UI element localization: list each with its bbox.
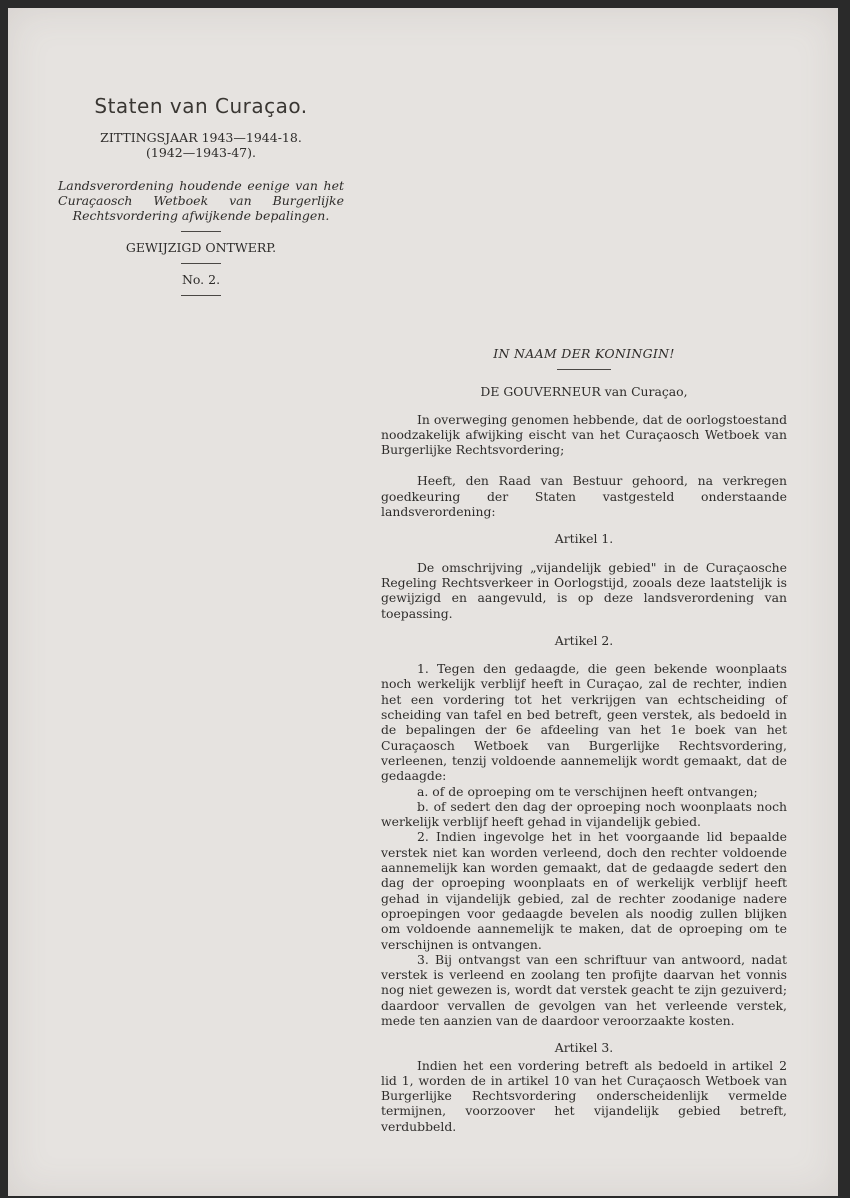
divider (557, 369, 611, 370)
article-2-title: Artikel 2. (554, 632, 614, 648)
article-1-title: Artikel 1. (554, 531, 614, 547)
divider (181, 231, 221, 232)
article-2-paragraph-1: 1. Tegen den gedaagde, die geen bekende woonplaats noch werkelijk verblijf heeft in Curaçao, zal de rechter, indien het een vordering tot het verkrijgen van echtscheiding of scheiding van tafel en bed betreft, geen verstek, als bedoeld in de bepalingen der 6e afdeeling van het 1e boek van het Curaçaosch Wetboek van Burgerlijke Rechtsvordering, verleenen, tenzij voldoende aannemelijk wordt gemaakt, dat de gedaagde: (381, 661, 787, 784)
document-number: No. 2. (181, 272, 221, 287)
divider (181, 263, 221, 264)
document-subject: Landsverordening houdende eenige van het Curaçaosch Wetboek van Burgerlijke Rechtsvordering afwijkende bepalingen. (58, 178, 344, 223)
article-1-text: De omschrijving „vijandelijk gebied" in de Curaçaosche Regeling Rechtsverkeer in Oorlogstijd, zooals deze laatstelijk is gewijzigd en aangevuld, is op deze landsverordening van toepassing. (381, 559, 787, 621)
document-title: Staten van Curaçao. (94, 94, 308, 118)
article-2-paragraph-2: 2. Indien ingevolge het in het voorgaande lid bepaalde verstek niet kan worden verleend, doch den rechter voldoende aannemelijk kan worden gemaakt, dat de gedaagde sedert den dag der oproeping woonplaats en of werkelijk verblijf heeft gehad in vijandelijk gebied, zal de rechter zoodanige nadere oproepingen voor gedaagde bevelen als noodig zullen blijken om voldoende aannemelijk te maken, dat de oproeping om te verschijnen is ontvangen. (381, 829, 787, 952)
document-page (8, 8, 838, 1196)
divider (181, 295, 221, 296)
article-2-item-b: b. of sedert den dag der oproeping noch woonplaats noch werkelijk verblijf heeft gehad in vijandelijk gebied. (381, 798, 787, 830)
governor-line: DE GOUVERNEUR van Curaçao, (480, 384, 688, 400)
enacting-paragraph: Heeft, den Raad van Bestuur gehoord, na verkregen goedkeuring der Staten vastgesteld onderstaande landsverordening: (381, 473, 787, 520)
considering-paragraph: In overweging genomen hebbende, dat de oorlogstoestand noodzakelijk afwijking eischt van het Curaçaosch Wetboek van Burgerlijke Rechtsvordering; (381, 411, 787, 458)
document-body (381, 346, 787, 1134)
session-number: (1942—1943-47). (146, 145, 256, 160)
article-3-title: Artikel 3. (554, 1040, 614, 1056)
article-2-item-a: a. of de oproeping om te verschijnen heeft ontvangen; (417, 783, 758, 799)
article-3-text: Indien het een vordering betreft als bedoeld in artikel 2 lid 1, worden de in artikel 10 van het Curaçaosch Wetboek van Burgerlijke Rechtsvordering onderscheidenlijk vermelde termijnen, voorzoover het vijandelijk gebied betreft, verdubbeld. (381, 1057, 787, 1134)
draft-label: GEWIJZIGD ONTWERP. (125, 240, 277, 255)
invocation: IN NAAM DER KONINGIN! (493, 346, 675, 361)
article-2-paragraph-3: 3. Bij ontvangst van een schriftuur van antwoord, nadat verstek is verleend en zoolang ten profijte daarvan het vonnis nog niet gewezen is, wordt dat verstek geacht te zijn gezuiverd; daardoor vervallen de gevolgen van het verleende verstek, mede ten aanzien van de daardoor veroorzaakte kosten. (381, 951, 787, 1028)
session-year: ZITTINGSJAAR 1943—1944-18. (100, 130, 302, 145)
document-header (56, 94, 346, 304)
